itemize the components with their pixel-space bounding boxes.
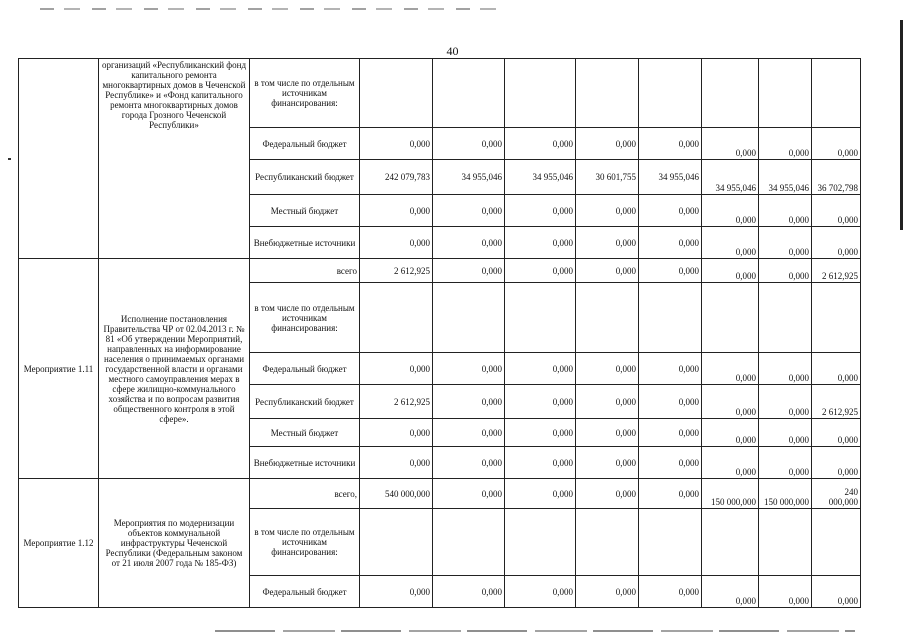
funding-source-cell: Федеральный бюджет [250,128,360,160]
amount-cell: 0,000 [639,576,702,608]
amount-cell: 150 000,000 [759,479,812,509]
amount-cell: 0,000 [433,259,505,283]
amount-cell: 0,000 [505,479,576,509]
funding-source-cell: Республиканский бюджет [250,160,360,195]
scan-artifact-bottom [215,630,855,632]
amount-cell: 0,000 [360,195,433,227]
amount-cell: 0,000 [505,353,576,385]
amount-cell: 0,000 [702,576,759,608]
activity-number-cell [19,59,99,259]
amount-cell [639,59,702,128]
funding-source-cell: всего [250,259,360,283]
amount-cell: 0,000 [812,353,861,385]
amount-cell: 2 612,925 [812,259,861,283]
amount-cell: 0,000 [812,195,861,227]
amount-cell: 0,000 [702,447,759,479]
amount-cell: 0,000 [576,259,639,283]
amount-cell: 150 000,000 [702,479,759,509]
activity-number-cell: Мероприятие 1.12 [19,479,99,608]
amount-cell: 0,000 [812,128,861,160]
amount-cell: 0,000 [433,576,505,608]
funding-source-cell: в том числе по отдельным источникам финансирования: [250,283,360,353]
funding-source-cell: в том числе по отдельным источникам финансирования: [250,509,360,576]
amount-cell: 0,000 [576,385,639,419]
amount-cell [639,509,702,576]
amount-cell: 0,000 [702,353,759,385]
amount-cell: 0,000 [639,227,702,259]
amount-cell: 30 601,755 [576,160,639,195]
amount-cell: 0,000 [812,576,861,608]
scan-artifact-top [40,8,500,10]
amount-cell: 0,000 [576,353,639,385]
amount-cell: 0,000 [639,385,702,419]
amount-cell [759,509,812,576]
amount-cell: 0,000 [759,259,812,283]
amount-cell [433,59,505,128]
amount-cell: 0,000 [433,447,505,479]
amount-cell: 34 955,046 [639,160,702,195]
table-row [19,479,861,509]
funding-source-cell: Местный бюджет [250,195,360,227]
amount-cell [360,509,433,576]
activity-name-cell: Исполнение постановления Правительства ЧР от 02.04.2013 г. № 81 «Об утверждении Мероприятий, направленных на информирование населения о принимаемых органами государственной власти и органами местного самоуправления мерах в сфере жилищно-коммунального хозяйства и по вопросам развития общественного контроля в этой сфере». [99,259,250,479]
amount-cell: 0,000 [576,195,639,227]
amount-cell: 34 955,046 [433,160,505,195]
amount-cell: 0,000 [505,128,576,160]
amount-cell: 0,000 [576,447,639,479]
table-row [19,259,861,283]
amount-cell: 0,000 [702,227,759,259]
funding-source-cell: в том числе по отдельным источникам финансирования: [250,59,360,128]
amount-cell: 0,000 [759,419,812,447]
amount-cell [576,509,639,576]
amount-cell: 0,000 [433,353,505,385]
budget-table [18,58,861,608]
amount-cell [759,283,812,353]
amount-cell: 36 702,798 [812,160,861,195]
funding-source-cell: Местный бюджет [250,419,360,447]
page-number: 40 [446,44,459,58]
amount-cell: 0,000 [505,447,576,479]
amount-cell: 0,000 [360,128,433,160]
amount-cell: 0,000 [360,447,433,479]
amount-cell: 0,000 [360,227,433,259]
amount-cell: 0,000 [505,195,576,227]
amount-cell: 34 955,046 [759,160,812,195]
funding-source-cell: Федеральный бюджет [250,576,360,608]
amount-cell: 0,000 [576,227,639,259]
amount-cell: 0,000 [759,353,812,385]
amount-cell: 0,000 [639,419,702,447]
amount-cell: 0,000 [812,419,861,447]
amount-cell: 0,000 [759,576,812,608]
amount-cell: 0,000 [505,385,576,419]
amount-cell: 540 000,000 [360,479,433,509]
amount-cell [576,283,639,353]
amount-cell: 0,000 [505,227,576,259]
amount-cell [505,283,576,353]
amount-cell: 0,000 [702,385,759,419]
amount-cell: 0,000 [702,259,759,283]
amount-cell [360,283,433,353]
amount-cell: 0,000 [759,195,812,227]
amount-cell: 0,000 [576,128,639,160]
amount-cell: 0,000 [360,576,433,608]
amount-cell: 0,000 [360,353,433,385]
amount-cell [702,509,759,576]
funding-source-cell: Федеральный бюджет [250,353,360,385]
funding-source-cell: Республиканский бюджет [250,385,360,419]
amount-cell: 240 000,000 [812,479,861,509]
funding-source-cell: всего, [250,479,360,509]
amount-cell: 0,000 [505,576,576,608]
amount-cell: 0,000 [759,128,812,160]
table-body [19,59,861,608]
amount-cell: 0,000 [576,576,639,608]
activity-number-cell: Мероприятие 1.11 [19,259,99,479]
amount-cell [702,59,759,128]
amount-cell: 0,000 [702,128,759,160]
funding-source-cell: Внебюджетные источники [250,447,360,479]
amount-cell: 0,000 [433,227,505,259]
amount-cell: 0,000 [639,353,702,385]
amount-cell [433,509,505,576]
activity-name-cell: Мероприятия по модернизации объектов коммунальной инфраструктуры Чеченской Республики (Федеральным законом от 21 июля 2007 года № 185-ФЗ) [99,479,250,608]
scan-speck [8,158,11,160]
amount-cell: 2 612,925 [812,385,861,419]
amount-cell: 0,000 [702,419,759,447]
amount-cell: 0,000 [433,195,505,227]
amount-cell: 0,000 [639,479,702,509]
amount-cell: 0,000 [433,479,505,509]
amount-cell [812,59,861,128]
amount-cell [759,59,812,128]
funding-source-cell: Внебюджетные источники [250,227,360,259]
amount-cell [433,283,505,353]
amount-cell: 0,000 [759,385,812,419]
amount-cell [812,509,861,576]
amount-cell: 0,000 [812,447,861,479]
amount-cell [576,59,639,128]
amount-cell: 34 955,046 [702,160,759,195]
amount-cell: 0,000 [576,419,639,447]
amount-cell: 0,000 [360,419,433,447]
amount-cell: 0,000 [433,385,505,419]
amount-cell [505,59,576,128]
amount-cell: 0,000 [639,195,702,227]
amount-cell: 242 079,783 [360,160,433,195]
amount-cell: 0,000 [759,227,812,259]
amount-cell [360,59,433,128]
amount-cell: 0,000 [812,227,861,259]
activity-name-cell: организаций «Республиканский фонд капитального ремонта многоквартирных домов в Чеченской Республике» и «Фонд капитального ремонта многоквартирных домов города Грозного Чеченской Республики» [99,59,250,259]
amount-cell: 0,000 [576,479,639,509]
amount-cell: 0,000 [702,195,759,227]
amount-cell: 0,000 [505,259,576,283]
amount-cell: 0,000 [639,259,702,283]
amount-cell: 34 955,046 [505,160,576,195]
amount-cell: 0,000 [433,128,505,160]
amount-cell: 0,000 [505,419,576,447]
table-row [19,59,861,128]
amount-cell: 0,000 [433,419,505,447]
amount-cell [812,283,861,353]
amount-cell: 0,000 [759,447,812,479]
amount-cell [702,283,759,353]
amount-cell: 2 612,925 [360,385,433,419]
amount-cell: 0,000 [639,128,702,160]
amount-cell [639,283,702,353]
amount-cell [505,509,576,576]
amount-cell: 2 612,925 [360,259,433,283]
amount-cell: 0,000 [639,447,702,479]
